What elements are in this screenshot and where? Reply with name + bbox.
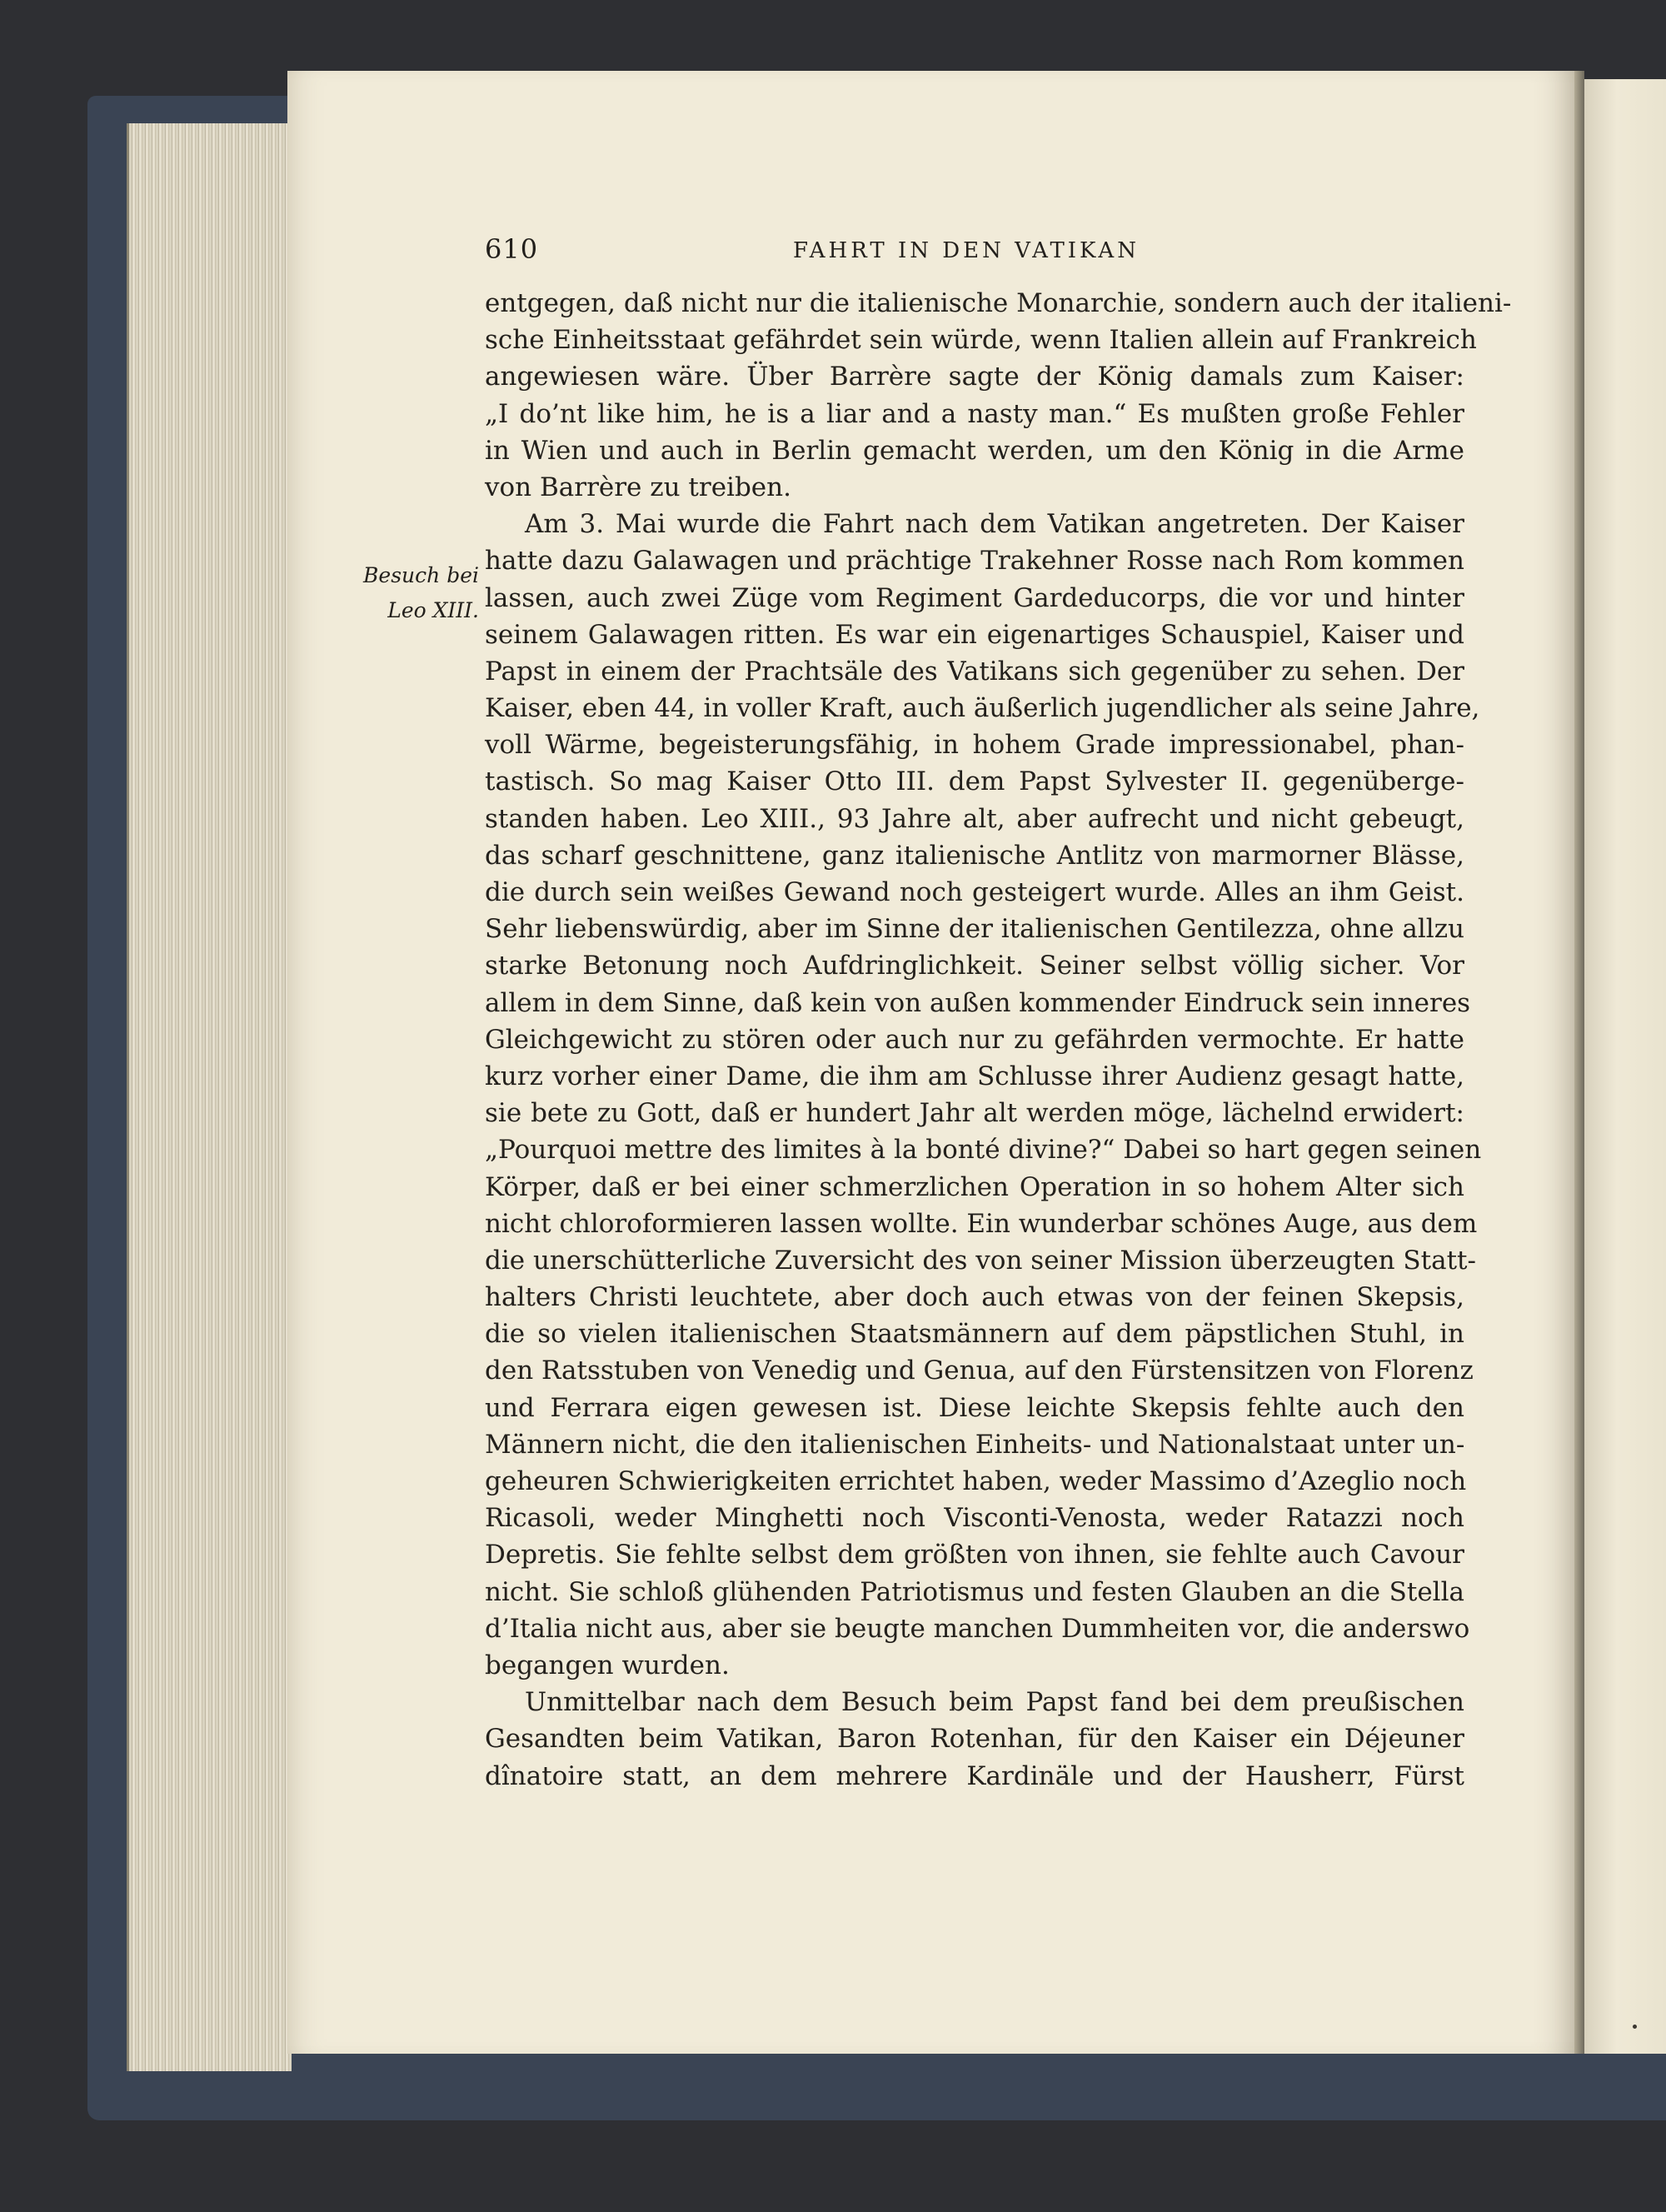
text-line: „I do’nt like him, he is a liar and a nasty man.“ Es mußten große Fehler — [485, 398, 1464, 429]
text-line: Gleichgewicht zu stören oder auch nur zu gefährden vermochte. Er hatte — [485, 1024, 1464, 1055]
text-line: Depretis. Sie fehlte selbst dem größten von ihnen, sie fehlte auch Cavour — [485, 1540, 1464, 1570]
text-line: nicht. Sie schloß glühenden Patriotismus und festen Glauben an die Stella — [485, 1576, 1464, 1607]
text-line: voll Wärme, begeisterungsfähig, in hohem Grade impressionabel, phan- — [485, 730, 1464, 761]
page-edges — [127, 123, 292, 2071]
text-line: lassen, auch zwei Züge vom Regiment Gardeducorps, die vor und hinter — [485, 582, 1464, 613]
page-number: 610 — [485, 233, 539, 265]
text-line: seinem Galawagen ritten. Es war ein eigenartiges Schauspiel, Kaiser und — [485, 619, 1464, 650]
text-line: von Barrère zu treiben. — [485, 472, 791, 502]
text-line: Sehr liebenswürdig, aber im Sinne der italienischen Gentilezza, ohne allzu — [485, 914, 1465, 945]
text-line: das scharf geschnittene, ganz italienische Antlitz von marmorner Blässe, — [485, 840, 1464, 871]
text-line: in Wien und auch in Berlin gemacht werden, um den König in die Arme — [485, 435, 1464, 466]
text-line: angewiesen wäre. Über Barrère sagte der König damals zum Kaiser: — [485, 362, 1464, 392]
margin-note-line-1: Besuch bei — [363, 563, 479, 587]
text-line: dînatoire statt, an dem mehrere Kardinäle und der Hausherr, Fürst — [485, 1760, 1464, 1791]
text-line: Kaiser, eben 44, in voller Kraft, auch äußerlich jugendlicher als seine Jahre, — [485, 693, 1480, 724]
facing-page-edge — [1584, 79, 1666, 2054]
gutter-shadow — [1574, 71, 1584, 2054]
paper-speck — [1633, 2025, 1637, 2029]
text-line: Ricasoli, weder Minghetti noch Visconti-Venosta, weder Ratazzi noch — [485, 1503, 1464, 1534]
text-line: die durch sein weißes Gewand noch gesteigert wurde. Alles an ihm Geist. — [485, 877, 1464, 907]
text-line: entgegen, daß nicht nur die italienische Monarchie, sondern auch der italieni- — [485, 288, 1512, 318]
text-line: kurz vorher einer Dame, die ihm am Schlusse ihrer Audienz gesagt hatte, — [485, 1061, 1464, 1091]
text-line: sie bete zu Gott, daß er hundert Jahr alt werden möge, lächelnd erwidert: — [485, 1098, 1464, 1129]
text-line: Am 3. Mai wurde die Fahrt nach dem Vatikan angetreten. Der Kaiser — [525, 509, 1464, 540]
text-line: standen haben. Leo XIII., 93 Jahre alt, aber aufrecht und nicht gebeugt, — [485, 803, 1464, 834]
text-line: die unerschütterliche Zuversicht des von seiner Mission überzeugten Statt- — [485, 1245, 1476, 1276]
margin-note-line-2: Leo XIII. — [387, 598, 479, 622]
text-line: Gesandten beim Vatikan, Baron Rotenhan, für den Kaiser ein Déjeuner — [485, 1724, 1464, 1755]
text-line: Unmittelbar nach dem Besuch beim Papst fand bei dem preußischen — [525, 1687, 1464, 1718]
text-line: d’Italia nicht aus, aber sie beugte manchen Dummheiten vor, die anderswo — [485, 1613, 1470, 1644]
text-line: allem in dem Sinne, daß kein von außen kommender Eindruck sein inneres — [485, 987, 1471, 1018]
text-line: „Pourquoi mettre des limites à la bonté divine?“ Dabei so hart gegen seinen — [485, 1135, 1482, 1166]
running-title: FAHRT IN DEN VATIKAN — [793, 238, 1140, 263]
page-header — [485, 233, 1464, 275]
text-line: den Ratsstuben von Venedig und Genua, auf den Fürstensitzen von Florenz — [485, 1356, 1474, 1386]
text-line: Papst in einem der Prachtsäle des Vatikans sich gegenüber zu sehen. Der — [485, 656, 1464, 687]
text-line: nicht chloroformieren lassen wollte. Ein wunderbar schönes Auge, aus dem — [485, 1208, 1478, 1239]
text-line: sche Einheitsstaat gefährdet sein würde, wenn Italien allein auf Frankreich — [485, 325, 1477, 356]
text-line: hatte dazu Galawagen und prächtige Trakehner Rosse nach Rom kommen — [485, 546, 1464, 577]
text-line: begangen wurden. — [485, 1650, 730, 1680]
text-line: tastisch. So mag Kaiser Otto III. dem Papst Sylvester II. gegenüberge- — [485, 766, 1464, 797]
text-line: starke Betonung noch Aufdringlichkeit. Seiner selbst völlig sicher. Vor — [485, 951, 1464, 981]
text-block — [485, 233, 1512, 1795]
text-line: Körper, daß er bei einer schmerzlichen Operation in so hohem Alter sich — [485, 1171, 1464, 1202]
text-line: halters Christi leuchtete, aber doch auch etwas von der feinen Skepsis, — [485, 1282, 1464, 1313]
text-line: Männern nicht, die den italienischen Einheits- und Nationalstaat unter un- — [485, 1429, 1465, 1460]
text-line: die so vielen italienischen Staatsmännern auf dem päpstlichen Stuhl, in — [485, 1319, 1464, 1350]
text-line: und Ferrara eigen gewesen ist. Diese leichte Skepsis fehlte auch den — [485, 1392, 1464, 1423]
text-line: geheuren Schwierigkeiten errichtet haben, weder Massimo d’Azeglio noch — [485, 1466, 1467, 1496]
